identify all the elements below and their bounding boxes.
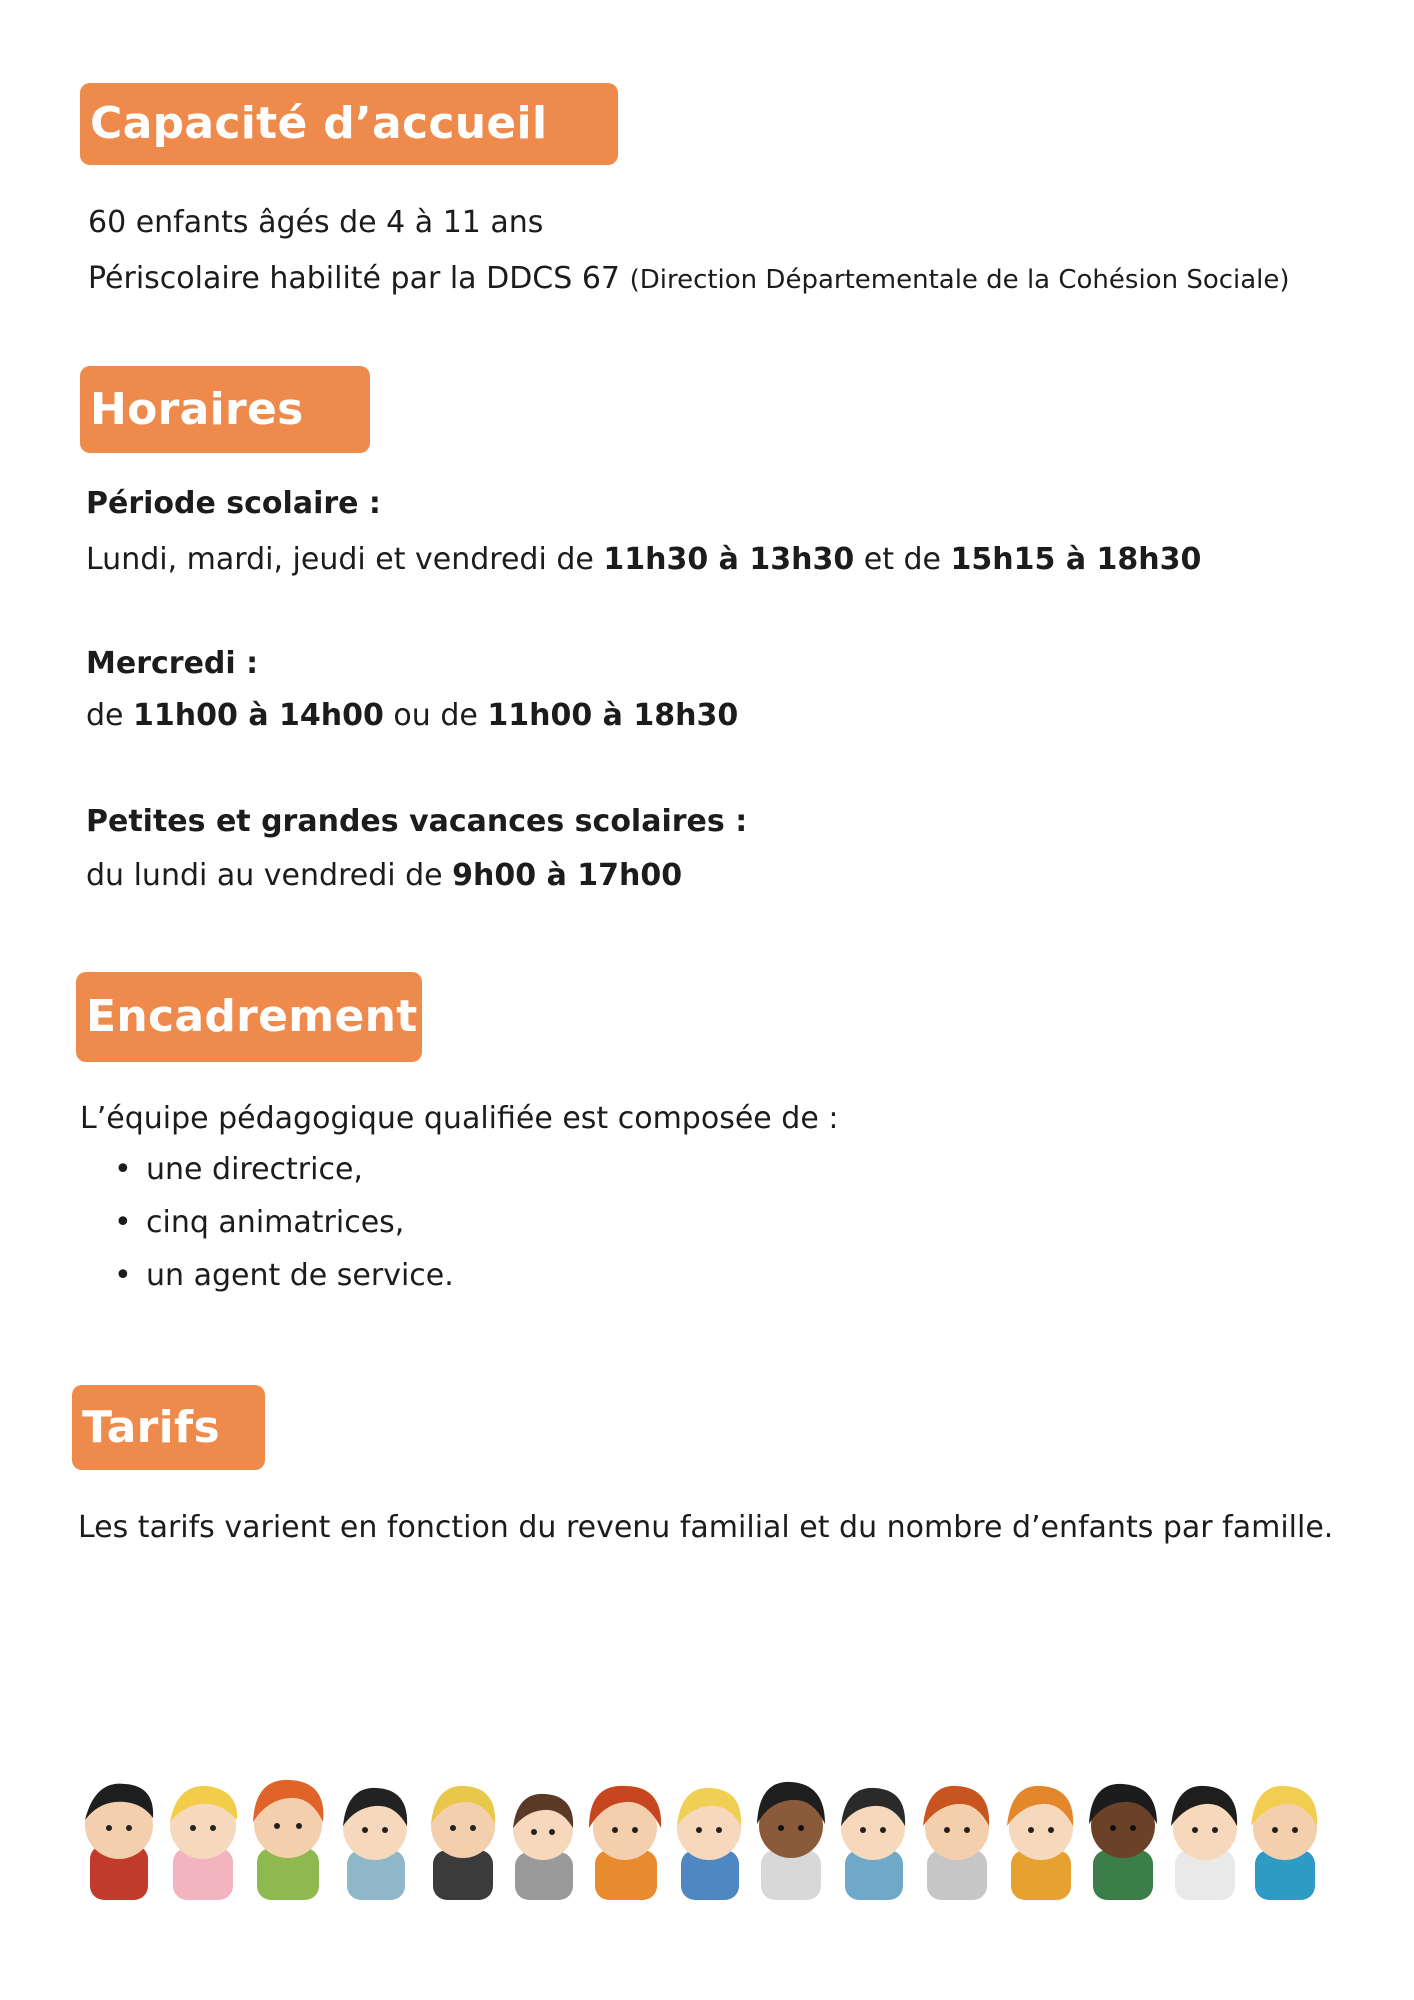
school-period-morning: 11h30 à 13h30 xyxy=(603,542,855,577)
holidays-range: 9h00 à 17h00 xyxy=(452,858,683,893)
child-face xyxy=(589,1786,661,1900)
school-period-days: Lundi, mardi, jeudi et vendredi de xyxy=(86,542,604,577)
child-face xyxy=(85,1784,153,1900)
child-face xyxy=(841,1788,905,1900)
wednesday-option-2: 11h00 à 18h30 xyxy=(487,698,739,733)
child-face xyxy=(923,1786,989,1900)
wednesday-connector: ou de xyxy=(383,698,488,733)
child-face xyxy=(343,1788,407,1900)
capacity-line-2-note: (Direction Départementale de la Cohésion Sociale) xyxy=(629,265,1290,295)
child-face xyxy=(170,1786,237,1900)
capacity-line-1: 60 enfants âgés de 4 à 11 ans xyxy=(88,205,544,240)
staff-section-title: Encadrement xyxy=(76,972,422,1062)
wednesday-hours xyxy=(86,698,738,734)
staff-item: • un agent de service. xyxy=(114,1258,454,1311)
child-face xyxy=(1007,1786,1073,1900)
child-face xyxy=(1251,1786,1317,1900)
holidays-heading: Petites et grandes vacances scolaires : xyxy=(86,804,748,839)
school-period-heading: Période scolaire : xyxy=(86,486,381,521)
school-period-afternoon: 15h15 à 18h30 xyxy=(950,542,1202,577)
wednesday-option-1: 11h00 à 14h00 xyxy=(133,698,384,733)
school-period-connector: et de xyxy=(854,542,951,577)
child-face xyxy=(1089,1784,1157,1900)
child-face xyxy=(431,1786,495,1900)
child-face xyxy=(513,1794,573,1900)
child-face xyxy=(677,1788,741,1900)
school-period-hours xyxy=(86,542,1201,578)
rates-section-title: Tarifs xyxy=(72,1385,265,1470)
wednesday-prefix: de xyxy=(86,698,134,733)
rates-text: Les tarifs varient en fonction du revenu familial et du nombre d’enfants par famille. xyxy=(78,1510,1334,1545)
staff-list xyxy=(114,1152,454,1311)
children-illustration xyxy=(85,1770,1335,1900)
wednesday-heading: Mercredi : xyxy=(86,646,259,681)
capacity-section-title: Capacité d’accueil xyxy=(80,83,618,165)
holidays-prefix: du lundi au vendredi de xyxy=(86,858,453,893)
child-face xyxy=(253,1780,323,1900)
staff-intro: L’équipe pédagogique qualifiée est composée de : xyxy=(80,1101,839,1136)
capacity-line-2-main: Périscolaire habilité par la DDCS 67 xyxy=(88,261,621,296)
child-face xyxy=(1171,1786,1237,1900)
staff-item: • cinq animatrices, xyxy=(114,1205,454,1258)
capacity-line-2 xyxy=(88,261,1290,297)
hours-section-title: Horaires xyxy=(80,366,370,453)
child-face xyxy=(757,1782,825,1900)
staff-item: • une directrice, xyxy=(114,1152,454,1205)
holidays-hours xyxy=(86,858,682,894)
